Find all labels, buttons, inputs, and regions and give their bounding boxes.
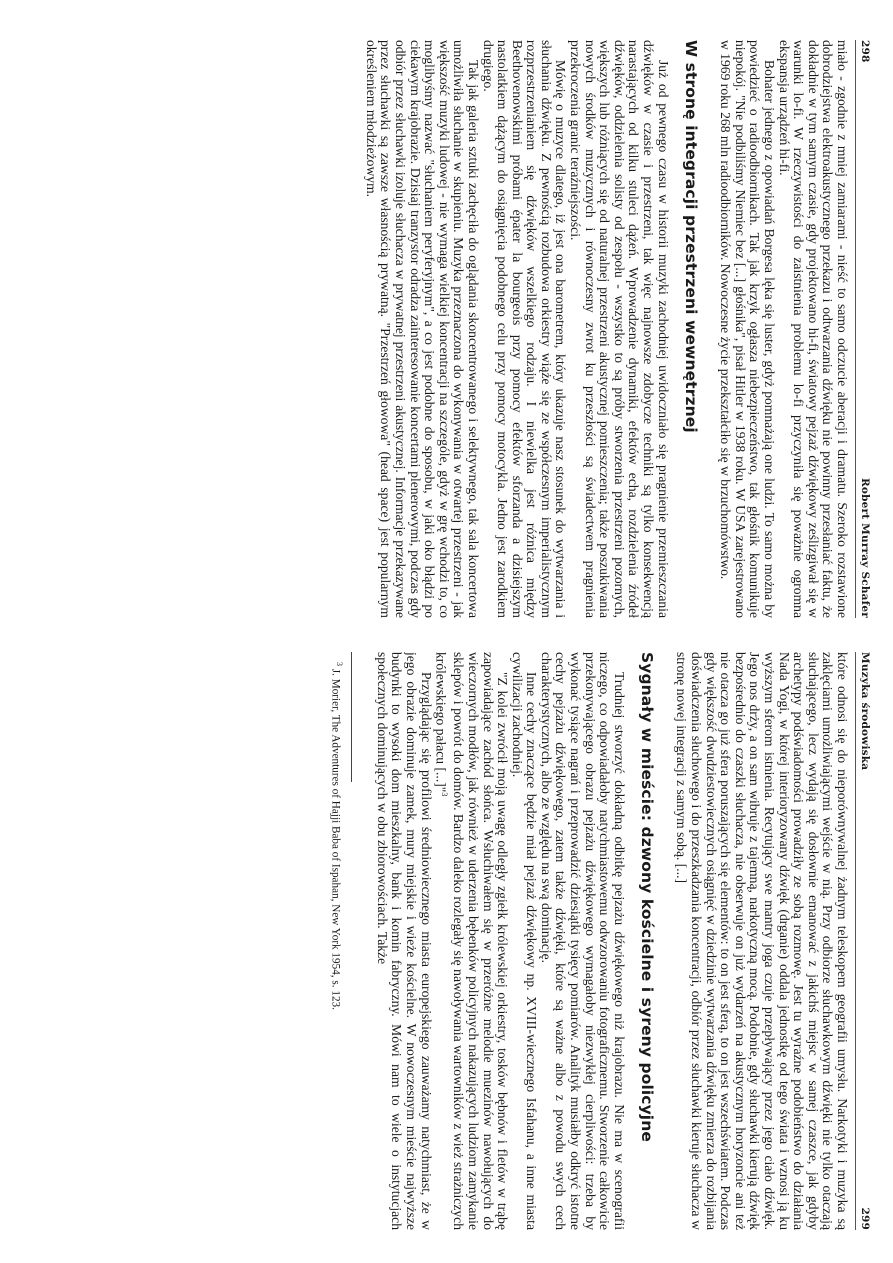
right-section-heading: Sygnały w mieście: dzwony kościelne i syreny policyjne [637,652,656,1142]
right-page-number: 299 [859,1207,871,1230]
right-paragraph-3: Inne cechy znaczące będzie miał pejzaż dźwiękowy np. XVIII-wiecznego Isfahanu, a inne miasta cywilizacji zachodniej. [509,652,540,1230]
footnote-divider [351,652,352,782]
left-section-heading: W stronę integracji przestrzeni wewnętrznej [681,40,700,433]
right-paragraph-5: Przyglądając się profilowi średniowiecznego miasta europejskiego zauważamy natychmiast, że w jego obrazie dominuje zamek, mury miejskie i wieże kościelne. W nowoczesnym mieście najwyższe budynki to wysoki dom mieszkalny, bank i komin fabryczny. Mówi nam to wiele o instytucjach społecznych dominujących w obu zbiorowościach. Także [374,652,434,1230]
right-paragraph-1: które odnosi się do nieporównywalnej żadnym teleskopem geografii umysłu. Narkotyki i muzyka są zaklęciami umożliwiającymi wejście w nią. Przy odbiorze słuchawkowym dźwięki nie tylko otaczają słuchającego, lecz wydają się dosłownie emanować z jakichś miejsc w samej czaszce, jak gdyby archetypy podświadomości prowadziły ze sobą rozmowę. Jest tu wyraźne podobieństwo do działania Nada Yogi, w której interioryzowany dźwięk (drganie) oddala jednostkę od tego świata i wznosi ją ku wyższym sferom istnienia. Recytujący swe mantry joga czuje przepływający przez jego ciało dźwięk. Jego nos drży, a on sam wibruje z tajemną, narkotyczną mocą. Podobnie, gdy słuchawki kierują dźwięk bezpośrednio do czaszki słuchacza, nie obserwuje on już wydarzeń na akustycznym horyzoncie ani też nie otacza go już sfera poruszających się elementów: to on jest sferą, to on jest wszechświatem. Podczas gdy większość dwudziestowiecznych osiągnięć w dziedzinie wytwarzania dźwięku zmierza do rozbijania doświadczenia słuchowego i do przeszkadzania koncentracji, odbiór przez słuchawki kieruje słuchacza w stronę nowej integracji z samym sobą. [...] [674,652,850,1230]
footnote-marker: 3 [335,662,345,666]
right-quote-text: "Z kolei zwrócił moją uwagę odległy zgiełk królewskiej orkiestry, tosków bębnów i fletów w trąbę zapowiadające zachód słońca. Wsłuchiwałem się w przeróżne melodie muezinów nawołujących do wieczornych modłów, jak również w uderzenia bębenków policyjnych nakazujących ludziom zamykanie sklepów i powrót do domów. Bardzo daleko rozlegały się nawoływania wartowników z wież strażniczych królewskiego pałacu [...]" [433,652,511,1230]
right-running-title: Muzyka środowiska [859,652,871,771]
footnote [329,652,347,1230]
left-page-number: 298 [859,40,871,63]
left-running-title: Robert Murray Schafer [859,477,871,618]
left-paragraph-3: Już od pewnego czasu w historii muzyki zachodniej uwidoczniało się pragnienie przemieszczania dźwięków w czasie i przestrzeni, tak więc najnowsze zdobycze techniki są tylko konsekwencją narastających od kilku stuleci dążeń. Wprowadzenie dynamiki, efektów echa, rozdzielenia źródeł dźwięków, oddzielenia solisty od zespołu - wszystko to są próby stworzenia przestrzeni pozornych, większych lub różniących się od naturalnej przestrzeni akustycznej pomieszczenia; także poszukiwania nowych środków muzycznych i równoczesny zwrot ku przeszłości są świadectwem pragnienia przekroczenia granic teraźniejszości. [568,40,671,618]
left-paragraph-5: Tak jak galeria sztuki zachęciła do oglądania skoncentrowanego i selektywnego, tak sala koncertowa umożliwiła słuchanie w skupieniu. Muzyka przeznaczona do wykonywania w otwartej przestrzeni - jak większość muzyki ludowej - nie wymaga wielkiej koncentracji na szczególe, gdyż w grę wchodzi to, co moglibyśmy nazwać "słuchaniem peryferyjnym", a co jest podobne do sposobu, w jaki oko błądzi po ciekawym krajobrazie. Dzisiaj tranzystor odradza zainteresowanie koncertami plenerowymi, podczas gdy odbiór przez słuchawki izoluje słuchacza w prywatnej przestrzeni akustycznej. Informacje przekazywane przez słuchawki są zawsze własnością prywatną. "Przestrzeń głowowa" (head space) jest popularnym określeniem młodzieżowym. [363,40,481,618]
footnote-reference: 3 [439,792,449,797]
right-quote-paragraph [433,652,510,1230]
footnote-text: J. Morier, The Adventures of Hajji Baba of Ispahan, New York 1954, s. 123. [329,668,342,1010]
left-paragraph-2: Bohater jednego z opowiadań Borgesa lęka się luster, gdyż pomnażają one ludzi. To samo można by powiedzieć o radioodbiornikach. Tak jak krzyk ogłasza niebezpieczeństwo, tak głośnik komunikuje niepokój. "Nie podbiliśmy Niemiec bez [...] głośnika", pisał Hitler w 1938 roku. W USA zarejestrowano w 1969 roku 268 mln radioodbiorników. Nowoczesne życie przekształciło się w brzuchomówstwo. [718,40,778,618]
left-page [21,40,871,618]
right-paragraph-2: Trudniej stworzyć dokładną odbitkę pejzażu dźwiękowego niż krajobrazu. Nie ma w scenografii niczego, co odpowiadałoby natychmiastowemu odwzorowaniu fotograficznemu. Stworzenie całkowicie przekonywającego obrazu pejzażu dźwiękowego wymagałoby niezwykłej cierpliwości: trzeba by wykonać tysiące nagrań i przeprowadzić dziesiątki tysięcy pomiarów. Analityk musiałby odkryć istotne cechy pejzażu dźwiękowego, zatem także dźwięki, które są ważne albo z powodu swych cech charakterystycznych, albo ze względu na swą dominację. [538,652,627,1230]
left-running-head [855,40,871,618]
right-running-head [855,652,871,1230]
right-page [21,652,871,1230]
left-paragraph-4: Mówię o muzyce dlatego, iż jest ona barometrem, który ukazuje nasz stosunek do wytwarzania i słuchania dźwięku. Z pewnością rozbudowa orkiestry wiąże się ze współczesnym imperialistycznym rozprzestrzenianiem się dźwięków wszelkiego rodzaju. I niewielka jest różnica między Beethovenowskimi próbami épater la bourgeois przy pomocy efektów sforzanda a dzisiejszym nastolatkiem dążącym do osiągnięcia podobnego celu przy pomocy motocykla. Jedno jest zarodkiem drugiego. [480,40,569,618]
left-paragraph-1: miało - zgodnie z mniej zamiarami - nieść to samo odczucie aberacji i dramatu. Szeroko rozstawione dobrodziejstwa elektroakustycznego przekazu i odtwarzania dźwięku nie powinny przesłaniać faktu, że dokładnie w tym samym czasie, gdy projektowano hi-fi, światowy pejzaż dźwiękowy ześlizgiwał się w warunki lo-fi. W rzeczywistości do zaistnienia problemu lo-fi przyczyniła się poważnie ogromna ekspansja urządzeń hi-fi. [776,40,850,618]
